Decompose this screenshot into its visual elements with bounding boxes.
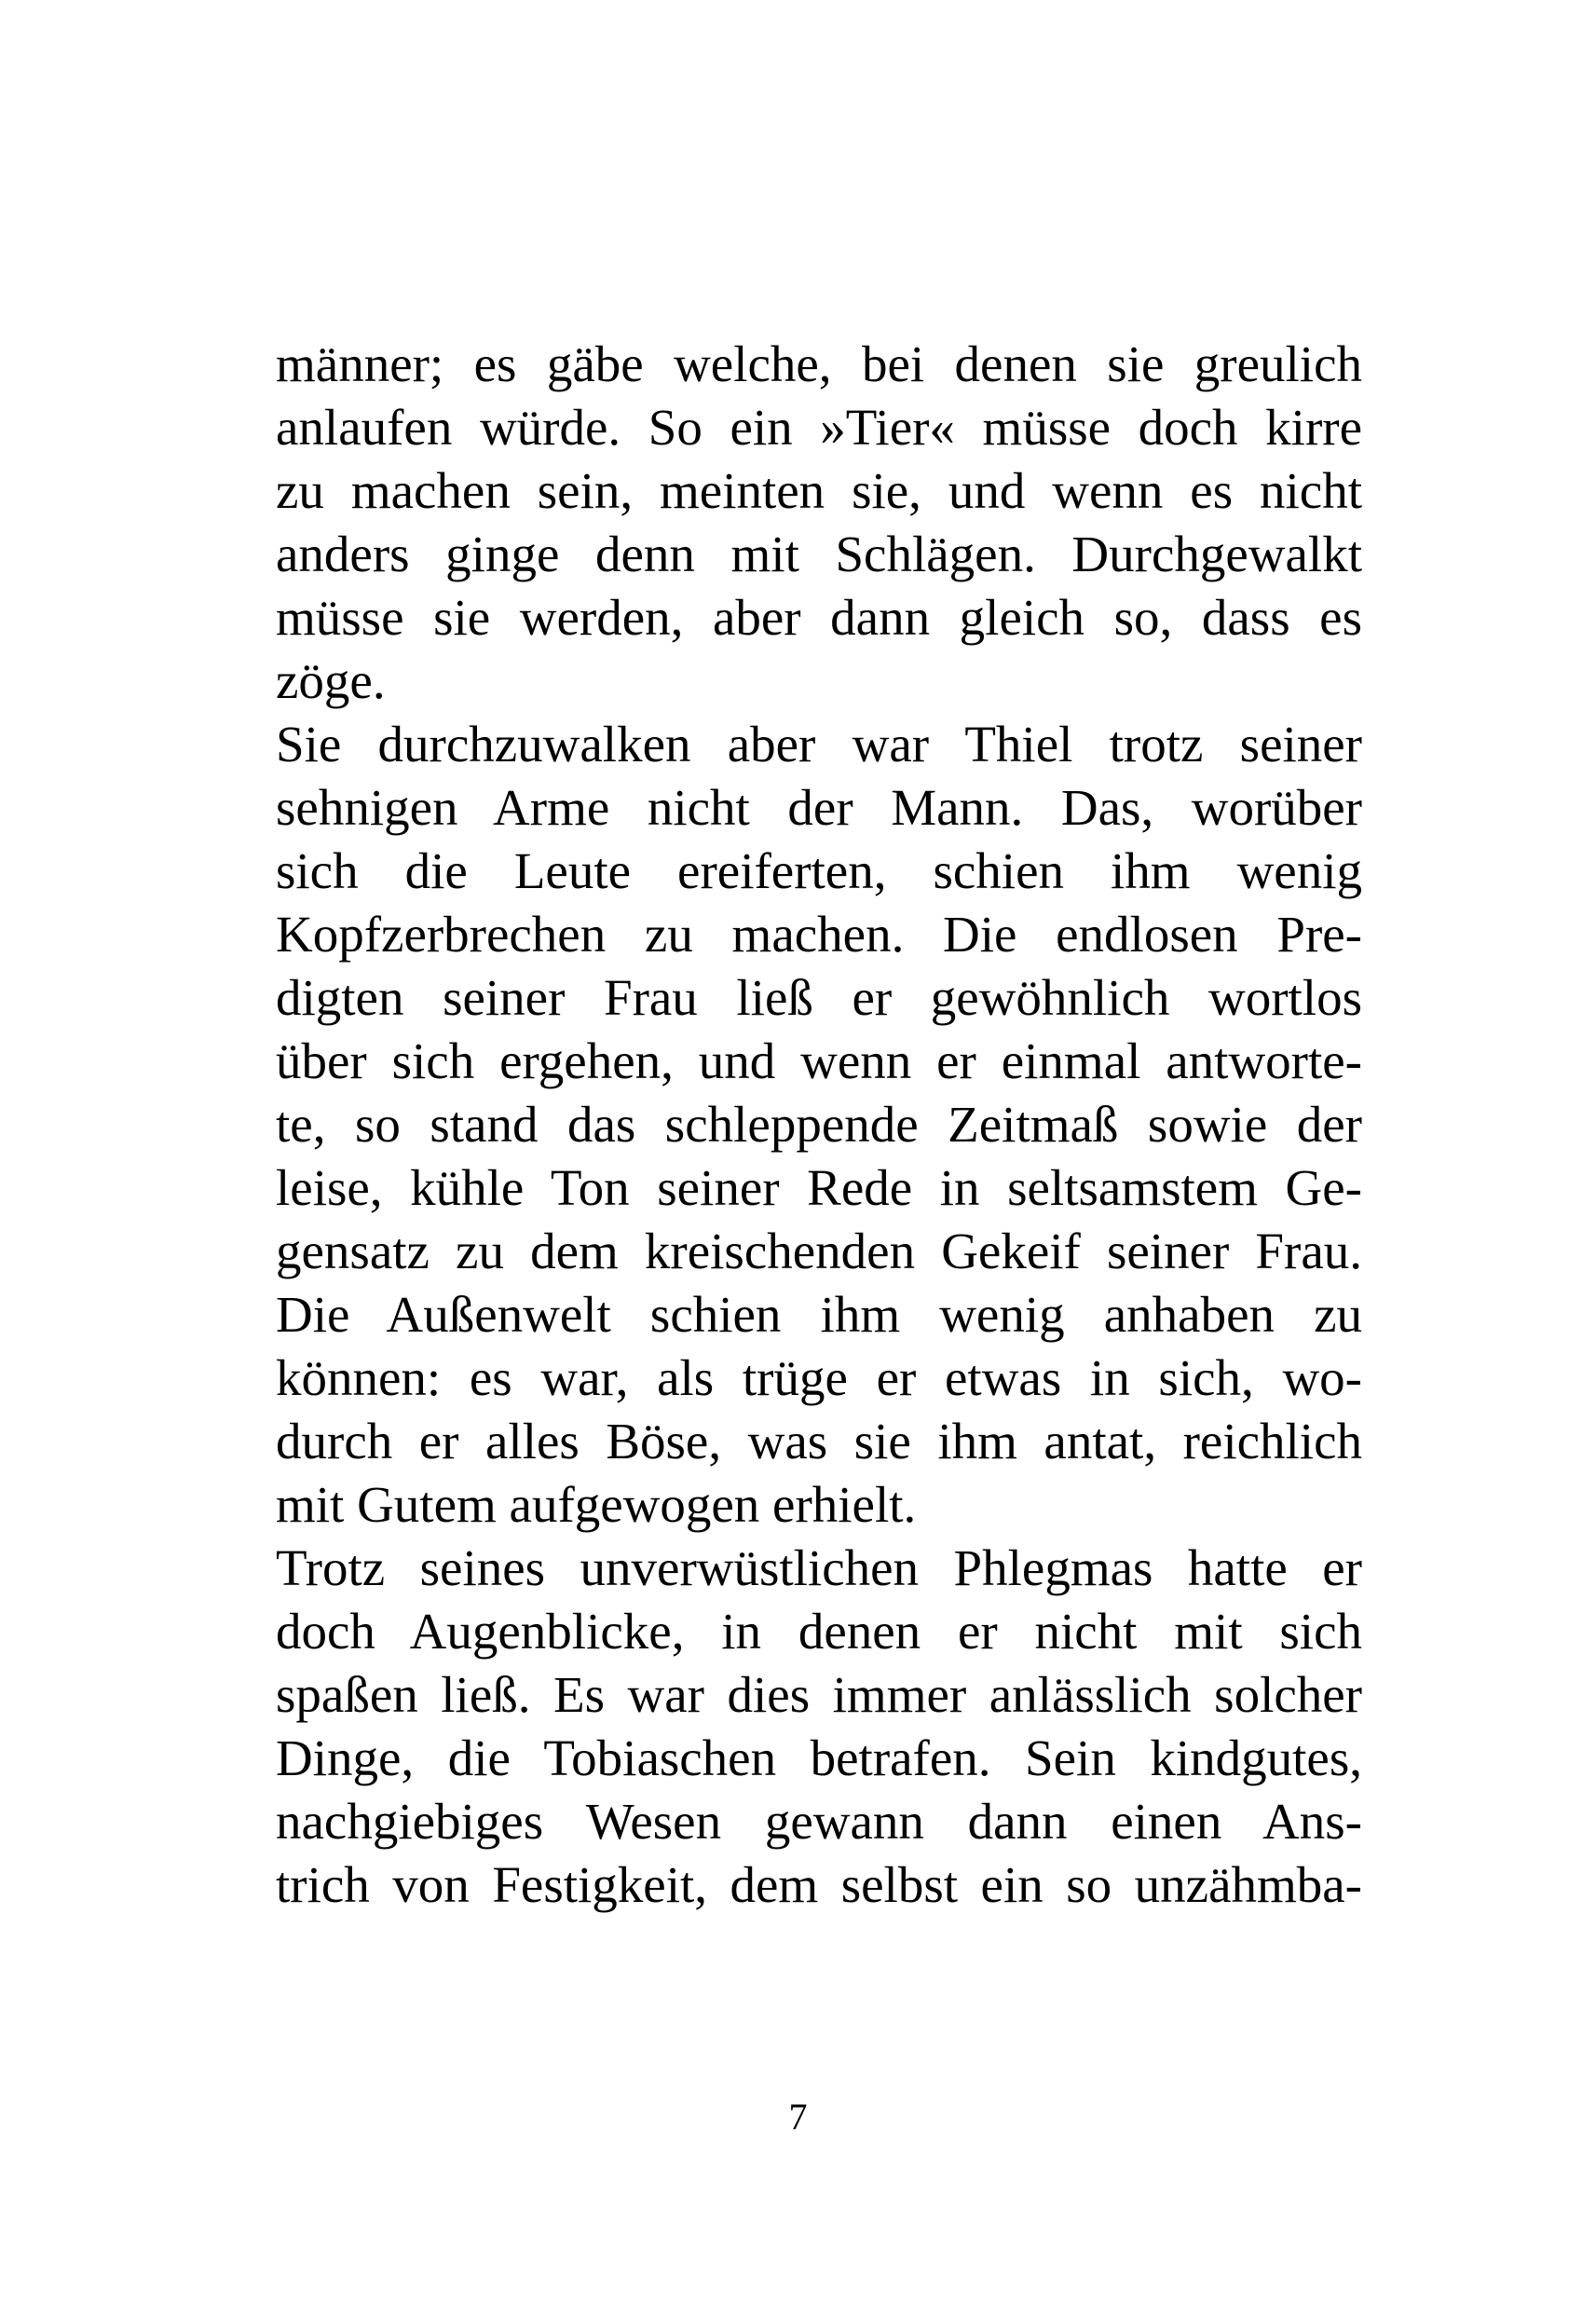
text-line: Dinge, die Tobiaschen betrafen. Sein kindgutes,: [276, 1729, 1362, 1786]
paragraph-1: [276, 333, 1362, 713]
text-line: nachgiebiges Wesen gewann dann einen Ans-: [276, 1793, 1362, 1850]
text-line: gensatz zu dem kreischenden Gekeif seiner Frau.: [276, 1223, 1362, 1279]
page-number: 7: [788, 2096, 808, 2138]
text-line: digten seiner Frau ließ er gewöhnlich wortlos: [276, 969, 1362, 1026]
text-line: Die Außenwelt schien ihm wenig anhaben zu: [276, 1286, 1362, 1343]
text-line: sich die Leute ereiferten, schien ihm wenig: [276, 842, 1362, 899]
text-line: zöge.: [276, 652, 386, 709]
text-line: männer; es gäbe welche, bei denen sie greulich: [276, 335, 1362, 392]
text-line: zu machen sein, meinten sie, und wenn es nicht: [276, 462, 1362, 519]
text-line: trich von Festigkeit, dem selbst ein so unzähmba-: [276, 1856, 1362, 1913]
text-line: sehnigen Arme nicht der Mann. Das, worüber: [276, 779, 1362, 836]
text-line: doch Augenblicke, in denen er nicht mit sich: [276, 1603, 1362, 1660]
page-body: [276, 333, 1362, 1917]
text-line: spaßen ließ. Es war dies immer anlässlich solcher: [276, 1666, 1362, 1723]
text-line: anlaufen würde. So ein »Tier« müsse doch kirre: [276, 399, 1362, 456]
text-line: Sie durchzuwalken aber war Thiel trotz seiner: [276, 716, 1362, 772]
text-line: Trotz seines unverwüstlichen Phlegmas hatte er: [276, 1539, 1362, 1596]
paragraph-2: [276, 713, 1362, 1537]
text-line: anders ginge denn mit Schlägen. Durchgewalkt: [276, 526, 1362, 582]
text-line: über sich ergehen, und wenn er einmal antworte-: [276, 1032, 1362, 1089]
text-line: können: es war, als trüge er etwas in sich, wo-: [276, 1349, 1362, 1406]
text-line: mit Gutem aufgewogen erhielt.: [276, 1476, 917, 1533]
text-line: Kopfzerbrechen zu machen. Die endlosen Pre-: [276, 906, 1362, 963]
text-line: leise, kühle Ton seiner Rede in seltsamstem Ge-: [276, 1159, 1362, 1216]
text-line: te, so stand das schleppende Zeitmaß sowie der: [276, 1096, 1362, 1153]
text-line: müsse sie werden, aber dann gleich so, dass es: [276, 589, 1362, 646]
paragraph-3: [276, 1537, 1362, 1917]
text-line: durch er alles Böse, was sie ihm antat, reichlich: [276, 1413, 1362, 1469]
